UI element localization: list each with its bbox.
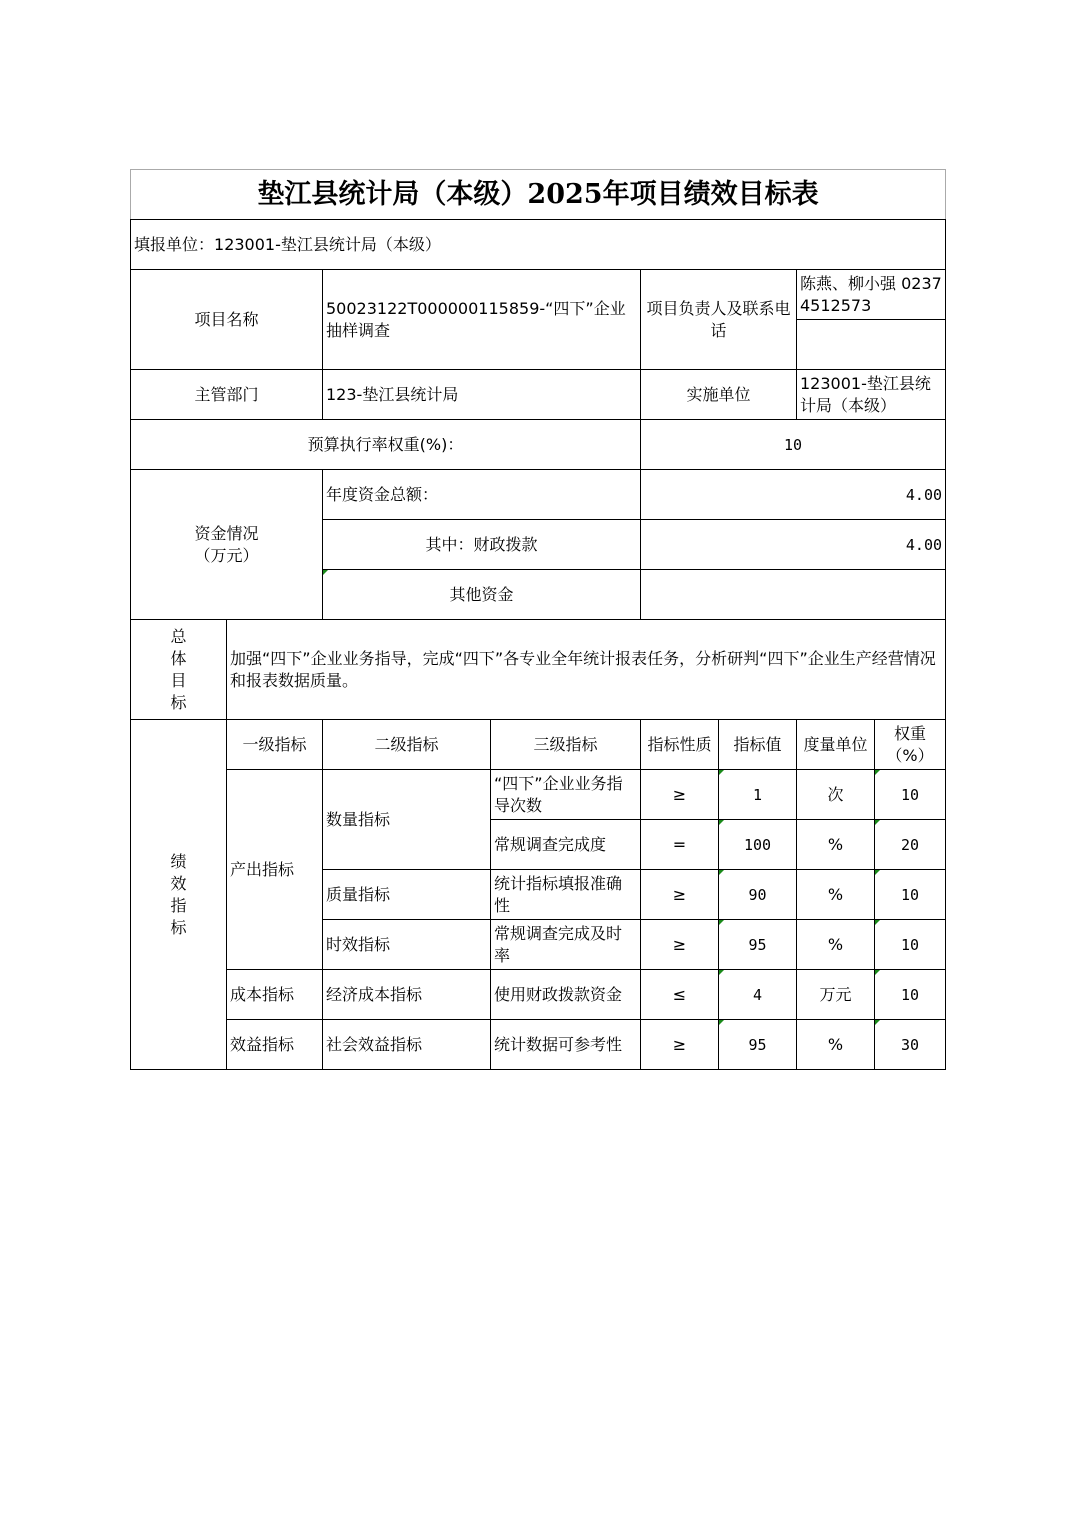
level1-cell: 成本指标 — [227, 970, 323, 1020]
table-title: 垫江县统计局（本级）2025年项目绩效目标表 — [131, 170, 946, 220]
weight-cell: 20 — [875, 820, 946, 870]
level2-cell: 数量指标 — [323, 770, 491, 870]
project-name-value: 50023122T000000115859-“四下”企业抽样调查 — [323, 270, 641, 370]
unit-cell: % — [797, 1020, 875, 1070]
level1-cell: 效益指标 — [227, 1020, 323, 1070]
fill-unit-cell — [131, 220, 946, 270]
weight-cell: 10 — [875, 970, 946, 1020]
value-cell: 95 — [719, 920, 797, 970]
weight-cell: 10 — [875, 870, 946, 920]
nature-cell: ≥ — [641, 1020, 719, 1070]
level3-cell: 统计数据可参考性 — [491, 1020, 641, 1070]
header-level1: 一级指标 — [227, 720, 323, 770]
indicators-label-text: 绩效指标 — [170, 851, 187, 937]
indicators-label — [131, 720, 227, 1070]
nature-cell: ≥ — [641, 920, 719, 970]
header-level2: 二级指标 — [323, 720, 491, 770]
table-row — [131, 1020, 946, 1070]
fill-unit-value: 123001-垫江县统计局（本级） — [214, 234, 441, 254]
funds-total-label: 年度资金总额： — [323, 470, 641, 520]
implementing-unit-label: 实施单位 — [641, 370, 797, 420]
level2-cell: 经济成本指标 — [323, 970, 491, 1020]
project-leader-value: 陈燕、柳小强 02374512573 — [797, 270, 946, 320]
implementing-unit-value: 123001-垫江县统计局（本级） — [797, 370, 946, 420]
level3-cell: 常规调查完成及时率 — [491, 920, 641, 970]
level2-cell: 时效指标 — [323, 920, 491, 970]
value-cell: 90 — [719, 870, 797, 920]
funds-fiscal-value: 4.00 — [641, 520, 946, 570]
project-leader-label: 项目负责人及联系电话 — [641, 270, 797, 370]
level3-cell: 常规调查完成度 — [491, 820, 641, 870]
performance-target-sheet — [130, 169, 945, 1070]
unit-cell: 万元 — [797, 970, 875, 1020]
header-level3: 三级指标 — [491, 720, 641, 770]
value-cell: 4 — [719, 970, 797, 1020]
level2-cell: 质量指标 — [323, 870, 491, 920]
level3-cell: 使用财政拨款资金 — [491, 970, 641, 1020]
header-weight: 权重（%） — [875, 720, 946, 770]
nature-cell: ≥ — [641, 770, 719, 820]
overall-goal-label-text: 总体目标 — [170, 626, 187, 712]
department-label: 主管部门 — [131, 370, 323, 420]
weight-cell: 30 — [875, 1020, 946, 1070]
header-value: 指标值 — [719, 720, 797, 770]
funds-label — [131, 470, 323, 620]
value-cell: 100 — [719, 820, 797, 870]
funds-other-label: 其他资金 — [323, 570, 641, 620]
level3-cell: “四下”企业业务指导次数 — [491, 770, 641, 820]
overall-goal-label — [131, 620, 227, 720]
nature-cell: ≥ — [641, 870, 719, 920]
funds-other-value — [641, 570, 946, 620]
weight-cell: 10 — [875, 920, 946, 970]
fill-unit-label: 填报单位： — [134, 234, 215, 254]
level3-cell: 统计指标填报准确性 — [491, 870, 641, 920]
nature-cell: = — [641, 820, 719, 870]
overall-goal-text: 加强“四下”企业业务指导，完成“四下”各专业全年统计报表任务，分析研判“四下”企业生产经营情况和报表数据质量。 — [227, 620, 946, 720]
unit-cell: % — [797, 870, 875, 920]
department-value: 123-垫江县统计局 — [323, 370, 641, 420]
value-cell: 1 — [719, 770, 797, 820]
funds-total-value: 4.00 — [641, 470, 946, 520]
level2-cell: 社会效益指标 — [323, 1020, 491, 1070]
nature-cell: ≤ — [641, 970, 719, 1020]
weight-cell: 10 — [875, 770, 946, 820]
budget-weight-label: 预算执行率权重(%)： — [131, 420, 641, 470]
header-unit: 度量单位 — [797, 720, 875, 770]
unit-cell: 次 — [797, 770, 875, 820]
unit-cell: % — [797, 820, 875, 870]
unit-cell: % — [797, 920, 875, 970]
budget-weight-value: 10 — [641, 420, 946, 470]
table-row — [131, 970, 946, 1020]
table-row — [131, 770, 946, 820]
level1-cell: 产出指标 — [227, 770, 323, 970]
header-nature: 指标性质 — [641, 720, 719, 770]
funds-fiscal-label: 其中：财政拨款 — [323, 520, 641, 570]
project-leader-extra — [797, 320, 946, 370]
project-name-label: 项目名称 — [131, 270, 323, 370]
performance-target-table — [130, 169, 946, 1070]
value-cell: 95 — [719, 1020, 797, 1070]
funds-label-text: 资金情况（万元） — [194, 523, 259, 565]
